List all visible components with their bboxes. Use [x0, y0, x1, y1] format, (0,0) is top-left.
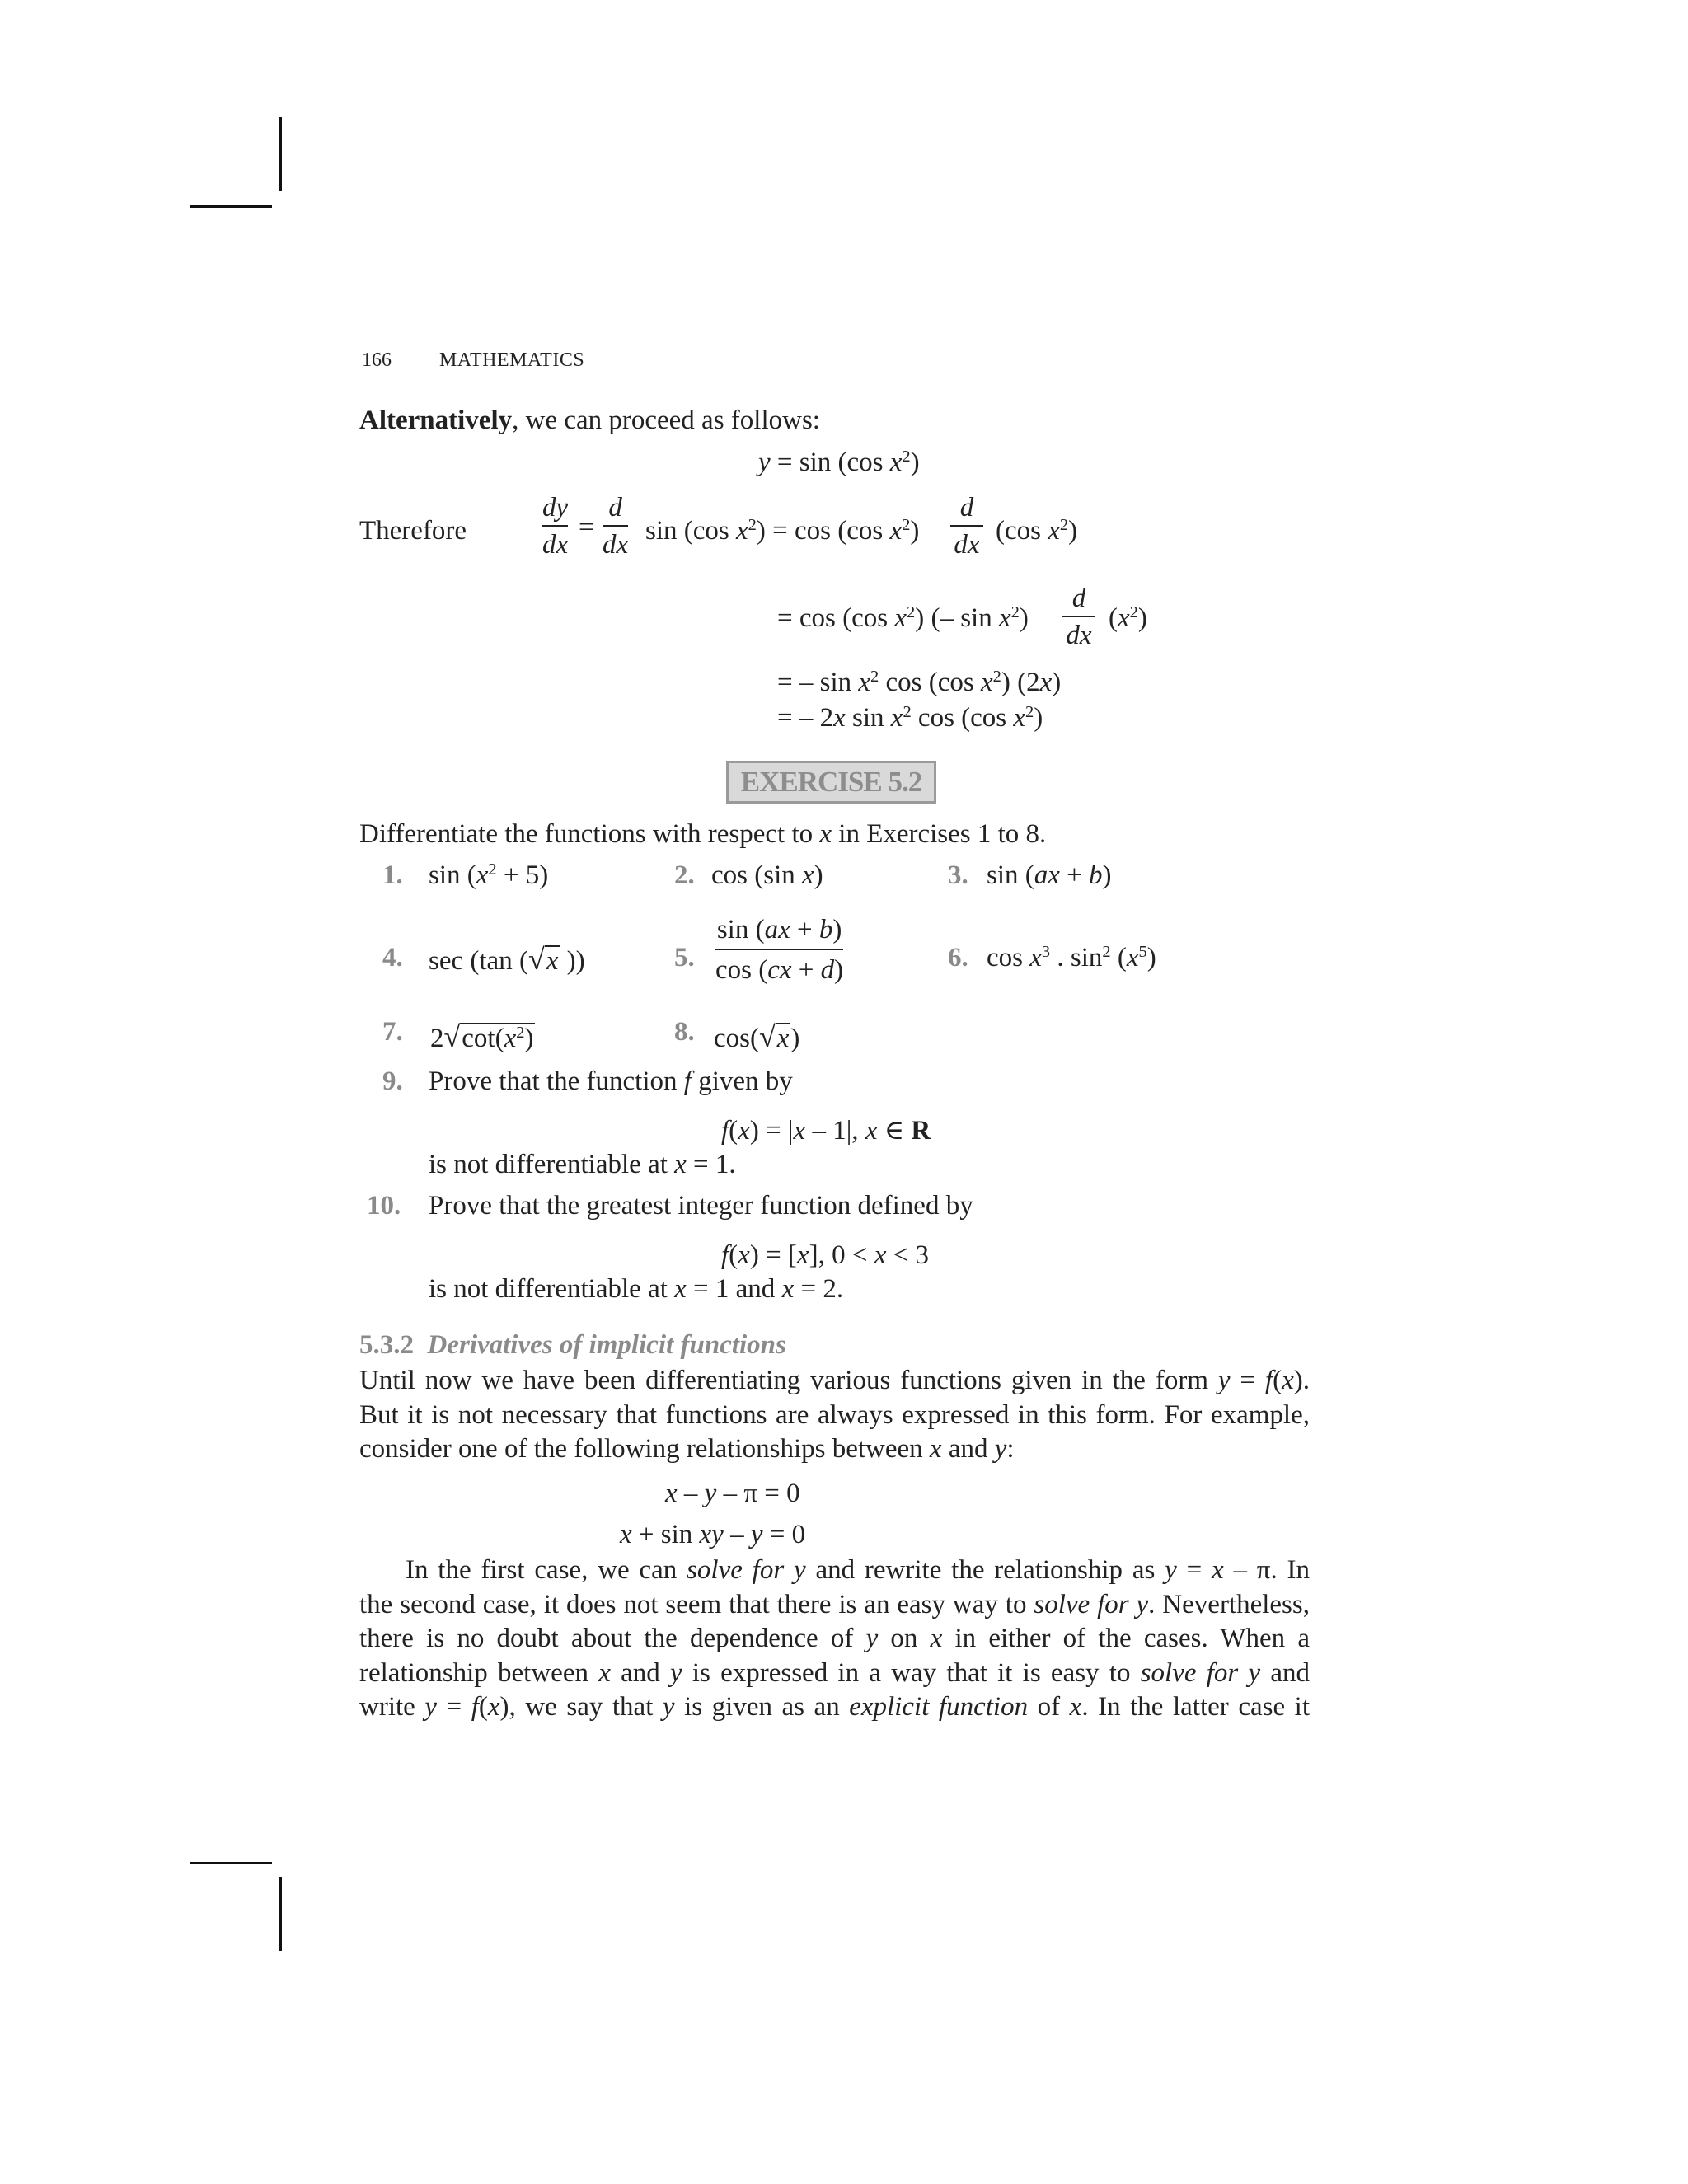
q10-text: Prove that the greatest integer function defined by [429, 1191, 973, 1221]
para2-line5: write y = f(x), we say that y is given as an explicit function of x. In the latter case it [359, 1692, 1310, 1722]
para2-line3: there is no doubt about the dependence of y on x in either of the cases. When a [359, 1624, 1310, 1653]
para1-line2: But it is not necessary that functions are always expressed in this form. For example, [359, 1399, 1310, 1430]
exercise-number-1: 1. [382, 860, 403, 890]
equals-sign: = [579, 513, 594, 542]
exercise-item-2: cos (sin x) [711, 860, 823, 890]
derivation-line4: = – 2x $\sin x^2$ cos (cos $x^2$) [777, 702, 1043, 733]
crop-mark-top-vertical [279, 117, 282, 191]
frac-dy-dx: dy dx [542, 493, 569, 560]
section-heading [359, 1332, 786, 1359]
q10-equation: f(x) = [x], 0 < x < 3 [721, 1240, 929, 1270]
page-number: 166 [362, 349, 392, 371]
section-paragraph-2 [359, 1554, 1310, 1725]
crop-mark-top-horizontal [190, 205, 272, 208]
main-equation: y = sin (cos $x^2$) [758, 447, 920, 477]
para2-line4: relationship between x and y is expressed in a way that it is easy to solve for y and [359, 1657, 1310, 1688]
exercise-number-7: 7. [382, 1017, 403, 1047]
para1-line1: Until now we have been differentiating various functions given in the form y = f(x). [359, 1366, 1310, 1395]
exercise-number-8: 8. [674, 1017, 695, 1047]
exercise-number-5: 5. [674, 943, 695, 972]
section-paragraph-1 [359, 1364, 1310, 1467]
para2-line2: the second case, it does not seem that there is an easy way to solve for y. Nevertheless, [359, 1589, 1310, 1619]
exercise-title: EXERCISE 5.2 [740, 766, 922, 798]
exercise-number-9: 9. [382, 1066, 403, 1096]
exercise-item-7: $2√\cot(x^2)$ [430, 1020, 534, 1053]
exercise-item-3: sin (ax + b) [987, 860, 1112, 890]
alternatively-intro [359, 407, 820, 434]
frac-d-dx-1: d dx [603, 493, 629, 560]
frac-d-dx-3: d dx [1062, 585, 1095, 649]
crop-mark-bottom-vertical [279, 1877, 282, 1951]
exercise-item-4: sec (tan (√x )) [429, 943, 585, 976]
exercise-item-6: $\cos x^3$ . $\sin^2 (x^5)$ [987, 942, 1156, 972]
para2-line1: In the first case, we can solve for y and rewrite the relationship as y = x – π. In [406, 1555, 1310, 1585]
alternatively-bold: Alternatively [359, 405, 513, 435]
derivation-line1-mid: sin (cos $x^2) = \cos (\cos$ $x^2$) [645, 515, 920, 546]
q9-equation: f(x) = |x – 1|, x ∈ R [721, 1116, 931, 1146]
exercise-number-2: 2. [674, 860, 695, 890]
exercise-number-3: 3. [948, 860, 968, 890]
derivation-line2-start: = cos (cos $x^2$) (– $\sin x^2$) [777, 602, 1029, 633]
therefore-label: Therefore [359, 516, 467, 546]
section-number: 5.3.2 [359, 1330, 414, 1360]
exercise-item-1: $\sin (x^2 + 5)$ [429, 860, 549, 890]
derivation-line2-end: $(x^2)$ [1109, 602, 1147, 633]
section-title: Derivatives of implicit functions [427, 1330, 786, 1360]
derivation-line3: = – $\sin x^2$ cos (cos $x^2$) (2x) [777, 667, 1062, 697]
para1-line3: consider one of the following relationships between x and y: [359, 1434, 1015, 1464]
exercise-number-6: 6. [948, 943, 968, 972]
q9-tail: is not differentiable at x = 1. [429, 1150, 736, 1179]
alternatively-rest: , we can proceed as follows: [512, 405, 820, 435]
exercise-item-5: sin (ax + b) cos (cx + d) [715, 915, 844, 985]
exercise-instruction: Differentiate the functions with respect to x in Exercises 1 to 8. [359, 819, 1047, 849]
exercise-number-4: 4. [382, 943, 403, 972]
crop-mark-bottom-horizontal [190, 1862, 272, 1864]
derivation-line1-end: (cos $x^2$) [996, 515, 1078, 546]
exercise-item-8: cos(√x) [714, 1020, 800, 1053]
exercise-badge [726, 761, 936, 804]
implicit-eq-2: x + sin xy – y = 0 [620, 1520, 806, 1549]
exercise-number-10: 10. [367, 1191, 401, 1221]
implicit-eq-1: x – y – π = 0 [665, 1479, 800, 1508]
q10-tail: is not differentiable at x = 1 and x = 2. [429, 1274, 844, 1304]
running-title: MATHEMATICS [439, 349, 585, 371]
q9-text: Prove that the function f given by [429, 1066, 793, 1096]
frac-d-dx-2: d dx [950, 494, 983, 559]
